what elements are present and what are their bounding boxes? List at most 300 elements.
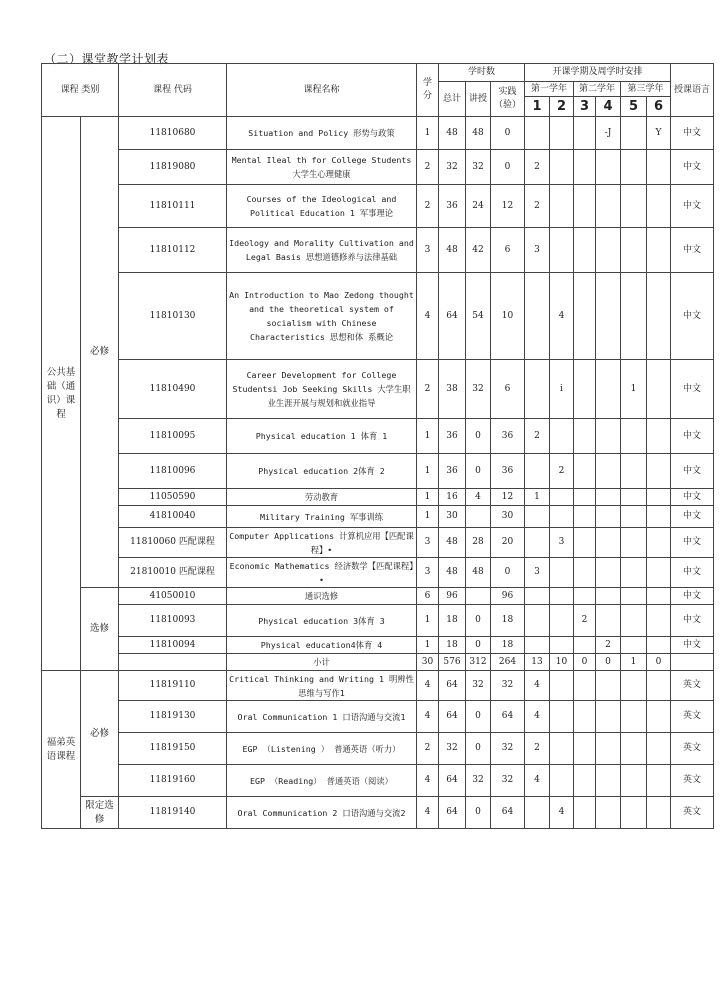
header-category: 课程 类别 xyxy=(42,64,119,117)
course-code: 11810680 xyxy=(119,117,227,150)
semester-3 xyxy=(574,797,596,829)
total-hours: 64 xyxy=(439,273,466,360)
header-language: 授课语言 xyxy=(671,64,714,117)
practice-hours: 32 xyxy=(491,765,525,797)
semester-3: 2 xyxy=(574,605,596,637)
semester-1 xyxy=(525,637,550,654)
semester-3 xyxy=(574,558,596,588)
semester-2 xyxy=(550,701,574,733)
credit: 3 xyxy=(417,528,439,558)
semester-5 xyxy=(621,419,647,454)
semester-4 xyxy=(596,671,621,701)
header-semester-2: 2 xyxy=(550,97,574,117)
semester-2 xyxy=(550,733,574,765)
credit: 3 xyxy=(417,558,439,588)
header-practice: 实践（验） xyxy=(491,82,525,117)
total-hours: 64 xyxy=(439,671,466,701)
table-row xyxy=(42,671,714,701)
semester-3 xyxy=(574,733,596,765)
language: 英文 xyxy=(671,701,714,733)
lecture-hours: 0 xyxy=(466,797,491,829)
language: 中文 xyxy=(671,588,714,605)
semester-4 xyxy=(596,605,621,637)
semester-2 xyxy=(550,506,574,528)
practice-hours: 96 xyxy=(491,588,525,605)
semester-3 xyxy=(574,765,596,797)
semester-5 xyxy=(621,228,647,273)
total-hours: 48 xyxy=(439,117,466,150)
practice-hours: 6 xyxy=(491,360,525,419)
lecture-hours: 24 xyxy=(466,185,491,228)
header-code: 课程 代码 xyxy=(119,64,227,117)
semester-2 xyxy=(550,419,574,454)
semester-1: 4 xyxy=(525,765,550,797)
credit: 2 xyxy=(417,185,439,228)
course-name: EGP （Listening ） 普通英语（听力） xyxy=(227,733,417,765)
language: 英文 xyxy=(671,765,714,797)
course-name: An Introduction to Mao Zedong thought and the theoretical system of socialism with Chinese Characteristics 思想和体 系概论 xyxy=(227,273,417,360)
lecture-hours: 28 xyxy=(466,528,491,558)
semester-2 xyxy=(550,588,574,605)
semester-6 xyxy=(647,150,671,185)
semester-1: 4 xyxy=(525,671,550,701)
total-hours: 48 xyxy=(439,558,466,588)
semester-1: 2 xyxy=(525,185,550,228)
semester-5 xyxy=(621,506,647,528)
subtotal-row xyxy=(42,654,714,671)
semester-1: 4 xyxy=(525,701,550,733)
lecture-hours: 0 xyxy=(466,733,491,765)
semester-4 xyxy=(596,185,621,228)
table-row xyxy=(42,528,714,558)
semester-2: 4 xyxy=(550,797,574,829)
semester-6 xyxy=(647,273,671,360)
semester-6 xyxy=(647,454,671,489)
semester-6 xyxy=(647,185,671,228)
semester-6 xyxy=(647,506,671,528)
practice-hours: 10 xyxy=(491,273,525,360)
credit: 1 xyxy=(417,489,439,506)
course-name: Physical education4体育 4 xyxy=(227,637,417,654)
practice-hours: 32 xyxy=(491,733,525,765)
header-year-1: 第一学年 xyxy=(525,82,574,97)
table-row xyxy=(42,797,714,829)
semester-2: 2 xyxy=(550,454,574,489)
course-name: Oral Communication 2 口语沟通与交流2 xyxy=(227,797,417,829)
table-row xyxy=(42,489,714,506)
lecture-hours: 0 xyxy=(466,419,491,454)
credit: 4 xyxy=(417,273,439,360)
semester-1 xyxy=(525,605,550,637)
lecture-hours: 0 xyxy=(466,454,491,489)
lecture-hours xyxy=(466,588,491,605)
course-code: 11810060 匹配课程 xyxy=(119,528,227,558)
language: 中文 xyxy=(671,273,714,360)
semester-5 xyxy=(621,150,647,185)
credit: 3 xyxy=(417,228,439,273)
practice-hours: 64 xyxy=(491,797,525,829)
credit: 2 xyxy=(417,360,439,419)
semester-3 xyxy=(574,506,596,528)
semester-6 xyxy=(647,637,671,654)
semester-1 xyxy=(525,528,550,558)
language: 中文 xyxy=(671,419,714,454)
language: 英文 xyxy=(671,671,714,701)
course-name: 小计 xyxy=(227,654,417,671)
course-code xyxy=(119,654,227,671)
semester-5 xyxy=(621,273,647,360)
header-semester-3: 3 xyxy=(574,97,596,117)
semester-5 xyxy=(621,605,647,637)
semester-3 xyxy=(574,701,596,733)
semester-5 xyxy=(621,528,647,558)
credit: 4 xyxy=(417,671,439,701)
subcategory-elective: 选修 xyxy=(81,588,119,671)
total-hours: 18 xyxy=(439,637,466,654)
semester-3 xyxy=(574,671,596,701)
lecture-hours: 54 xyxy=(466,273,491,360)
table-row xyxy=(42,558,714,588)
course-name: Ideology and Morality Cultivation and Legal Basis 思想道德修养与法律基础 xyxy=(227,228,417,273)
semester-5 xyxy=(621,765,647,797)
header-schedule-group: 开课学期及周学时安排 xyxy=(525,64,671,82)
semester-5 xyxy=(621,701,647,733)
course-code: 21810010 匹配课程 xyxy=(119,558,227,588)
semester-4: 0 xyxy=(596,654,621,671)
total-hours: 96 xyxy=(439,588,466,605)
semester-1: 2 xyxy=(525,419,550,454)
credit: 1 xyxy=(417,419,439,454)
credit: 1 xyxy=(417,506,439,528)
language: 中文 xyxy=(671,454,714,489)
semester-5 xyxy=(621,733,647,765)
credit: 6 xyxy=(417,588,439,605)
semester-6 xyxy=(647,765,671,797)
semester-5 xyxy=(621,454,647,489)
semester-4 xyxy=(596,701,621,733)
semester-3 xyxy=(574,637,596,654)
course-name: 劳动教育 xyxy=(227,489,417,506)
course-name: Military Training 军事训练 xyxy=(227,506,417,528)
total-hours: 32 xyxy=(439,150,466,185)
semester-6 xyxy=(647,605,671,637)
table-row xyxy=(42,637,714,654)
table-row xyxy=(42,765,714,797)
semester-6 xyxy=(647,528,671,558)
total-hours: 38 xyxy=(439,360,466,419)
total-hours: 64 xyxy=(439,701,466,733)
course-name: Physical education 1 体育 1 xyxy=(227,419,417,454)
header-semester-4: 4 xyxy=(596,97,621,117)
semester-1 xyxy=(525,506,550,528)
semester-5 xyxy=(621,489,647,506)
semester-5 xyxy=(621,588,647,605)
semester-1: 1 xyxy=(525,489,550,506)
lecture-hours: 48 xyxy=(466,558,491,588)
semester-6: Y xyxy=(647,117,671,150)
language: 中文 xyxy=(671,360,714,419)
practice-hours: 36 xyxy=(491,454,525,489)
course-code: 11819150 xyxy=(119,733,227,765)
practice-hours: 0 xyxy=(491,117,525,150)
course-code: 11810093 xyxy=(119,605,227,637)
total-hours: 36 xyxy=(439,419,466,454)
language: 中文 xyxy=(671,605,714,637)
semester-1 xyxy=(525,454,550,489)
practice-hours: 264 xyxy=(491,654,525,671)
lecture-hours: 48 xyxy=(466,117,491,150)
semester-2 xyxy=(550,671,574,701)
table-row xyxy=(42,605,714,637)
course-code: 11050590 xyxy=(119,489,227,506)
semester-2 xyxy=(550,605,574,637)
semester-2: 10 xyxy=(550,654,574,671)
semester-5: 1 xyxy=(621,360,647,419)
total-hours: 64 xyxy=(439,765,466,797)
course-code: 11819140 xyxy=(119,797,227,829)
semester-3 xyxy=(574,588,596,605)
total-hours: 576 xyxy=(439,654,466,671)
semester-6 xyxy=(647,588,671,605)
semester-4 xyxy=(596,360,621,419)
semester-2 xyxy=(550,150,574,185)
semester-2 xyxy=(550,637,574,654)
semester-1: 2 xyxy=(525,150,550,185)
total-hours: 30 xyxy=(439,506,466,528)
header-total: 总计 xyxy=(439,82,466,117)
course-name: Oral Communication 1 口语沟通与交流1 xyxy=(227,701,417,733)
subcategory-required-english: 必修 xyxy=(81,671,119,797)
course-code: 11810095 xyxy=(119,419,227,454)
credit: 30 xyxy=(417,654,439,671)
semester-6 xyxy=(647,701,671,733)
semester-6 xyxy=(647,360,671,419)
semester-5 xyxy=(621,185,647,228)
course-code: 11819080 xyxy=(119,150,227,185)
semester-1 xyxy=(525,797,550,829)
lecture-hours: 32 xyxy=(466,150,491,185)
semester-1: 2 xyxy=(525,733,550,765)
course-code: 41810040 xyxy=(119,506,227,528)
semester-5: 1 xyxy=(621,654,647,671)
course-name: Economic Mathematics 经济数学【匹配课程】• xyxy=(227,558,417,588)
semester-4 xyxy=(596,454,621,489)
semester-4 xyxy=(596,733,621,765)
total-hours: 48 xyxy=(439,228,466,273)
semester-1 xyxy=(525,273,550,360)
header-year-3: 第三学年 xyxy=(621,82,671,97)
semester-6: 0 xyxy=(647,654,671,671)
practice-hours: 18 xyxy=(491,637,525,654)
header-credit: 学分 xyxy=(417,64,439,117)
practice-hours: 12 xyxy=(491,489,525,506)
lecture-hours: 0 xyxy=(466,701,491,733)
lecture-hours: 32 xyxy=(466,360,491,419)
language: 中文 xyxy=(671,637,714,654)
semester-3 xyxy=(574,117,596,150)
practice-hours: 32 xyxy=(491,671,525,701)
language xyxy=(671,654,714,671)
semester-3 xyxy=(574,360,596,419)
credit: 2 xyxy=(417,150,439,185)
semester-3 xyxy=(574,454,596,489)
course-code: 11810111 xyxy=(119,185,227,228)
semester-4: 2 xyxy=(596,637,621,654)
table-row xyxy=(42,228,714,273)
semester-3 xyxy=(574,419,596,454)
semester-4 xyxy=(596,765,621,797)
semester-4: -J xyxy=(596,117,621,150)
header-semester-1: 1 xyxy=(525,97,550,117)
course-code: 11819160 xyxy=(119,765,227,797)
semester-2 xyxy=(550,185,574,228)
semester-3 xyxy=(574,528,596,558)
practice-hours: 30 xyxy=(491,506,525,528)
practice-hours: 36 xyxy=(491,419,525,454)
course-code: 11810490 xyxy=(119,360,227,419)
header-lecture: 讲授 xyxy=(466,82,491,117)
semester-3 xyxy=(574,185,596,228)
language: 英文 xyxy=(671,733,714,765)
course-plan-table xyxy=(41,63,714,829)
course-code: 11810094 xyxy=(119,637,227,654)
subcategory-limited-elective: 限定选修 xyxy=(81,797,119,829)
semester-6 xyxy=(647,797,671,829)
credit: 4 xyxy=(417,797,439,829)
course-name: EGP （Reading） 普通英语（阅读） xyxy=(227,765,417,797)
credit: 4 xyxy=(417,765,439,797)
semester-2 xyxy=(550,558,574,588)
semester-1: 13 xyxy=(525,654,550,671)
semester-5 xyxy=(621,117,647,150)
table-row xyxy=(42,419,714,454)
language: 中文 xyxy=(671,150,714,185)
category-public-basic: 公共基础（通识）课程 xyxy=(42,117,81,671)
semester-6 xyxy=(647,489,671,506)
course-name: Critical Thinking and Writing 1 明辨性思维与写作1 xyxy=(227,671,417,701)
lecture-hours: 42 xyxy=(466,228,491,273)
credit: 1 xyxy=(417,117,439,150)
total-hours: 64 xyxy=(439,797,466,829)
header-year-2: 第二学年 xyxy=(574,82,621,97)
course-code: 11810112 xyxy=(119,228,227,273)
semester-4 xyxy=(596,489,621,506)
semester-3 xyxy=(574,489,596,506)
semester-2 xyxy=(550,489,574,506)
language: 中文 xyxy=(671,506,714,528)
credit: 2 xyxy=(417,733,439,765)
language: 中文 xyxy=(671,558,714,588)
semester-4 xyxy=(596,150,621,185)
header-semester-5: 5 xyxy=(621,97,647,117)
category-fudi-english: 福弟英语课程 xyxy=(42,671,81,829)
lecture-hours: 0 xyxy=(466,605,491,637)
course-code: 11819130 xyxy=(119,701,227,733)
total-hours: 48 xyxy=(439,528,466,558)
course-name: Mental Ileal th for College Students 大学生心理健康 xyxy=(227,150,417,185)
table-row xyxy=(42,273,714,360)
table-row xyxy=(42,150,714,185)
lecture-hours: 32 xyxy=(466,765,491,797)
course-name: Physical education 2体育 2 xyxy=(227,454,417,489)
course-name: Computer Applications 计算机应用【匹配课程】• xyxy=(227,528,417,558)
language: 中文 xyxy=(671,528,714,558)
table-row xyxy=(42,185,714,228)
table-row xyxy=(42,360,714,419)
semester-1 xyxy=(525,117,550,150)
course-code: 11819110 xyxy=(119,671,227,701)
credit: 4 xyxy=(417,701,439,733)
practice-hours: 20 xyxy=(491,528,525,558)
section-title: （二）课堂教学计划表 xyxy=(44,52,170,66)
semester-5 xyxy=(621,797,647,829)
practice-hours: 0 xyxy=(491,150,525,185)
total-hours: 18 xyxy=(439,605,466,637)
course-name: 通识选修 xyxy=(227,588,417,605)
semester-4 xyxy=(596,797,621,829)
semester-5 xyxy=(621,558,647,588)
credit: 1 xyxy=(417,637,439,654)
semester-6 xyxy=(647,228,671,273)
practice-hours: 12 xyxy=(491,185,525,228)
course-name: Career Development for College Studentsi Job Seeking Skills 大学生职业生涯开展与规划和就业指导 xyxy=(227,360,417,419)
semester-2: 4 xyxy=(550,273,574,360)
header-semester-6: 6 xyxy=(647,97,671,117)
semester-6 xyxy=(647,671,671,701)
practice-hours: 18 xyxy=(491,605,525,637)
semester-4 xyxy=(596,228,621,273)
practice-hours: 64 xyxy=(491,701,525,733)
table-row xyxy=(42,701,714,733)
total-hours: 16 xyxy=(439,489,466,506)
credit: 1 xyxy=(417,605,439,637)
semester-2 xyxy=(550,117,574,150)
semester-6 xyxy=(647,733,671,765)
semester-4 xyxy=(596,588,621,605)
language: 中文 xyxy=(671,117,714,150)
semester-4 xyxy=(596,506,621,528)
language: 中文 xyxy=(671,489,714,506)
lecture-hours xyxy=(466,506,491,528)
semester-3 xyxy=(574,150,596,185)
total-hours: 32 xyxy=(439,733,466,765)
semester-4 xyxy=(596,273,621,360)
table-row xyxy=(42,117,714,150)
semester-1: 3 xyxy=(525,558,550,588)
header-name: 课程名称 xyxy=(227,64,417,117)
practice-hours: 6 xyxy=(491,228,525,273)
semester-3: 0 xyxy=(574,654,596,671)
header-hours-group: 学时数 xyxy=(439,64,525,82)
course-code: 11810130 xyxy=(119,273,227,360)
semester-3 xyxy=(574,228,596,273)
semester-1 xyxy=(525,360,550,419)
credit: 1 xyxy=(417,454,439,489)
semester-5 xyxy=(621,671,647,701)
lecture-hours: 312 xyxy=(466,654,491,671)
semester-2: i xyxy=(550,360,574,419)
table-row xyxy=(42,733,714,765)
table-row xyxy=(42,454,714,489)
semester-1 xyxy=(525,588,550,605)
subcategory-required: 必修 xyxy=(81,117,119,588)
semester-4 xyxy=(596,528,621,558)
semester-4 xyxy=(596,419,621,454)
semester-2 xyxy=(550,228,574,273)
table-row xyxy=(42,506,714,528)
practice-hours: 0 xyxy=(491,558,525,588)
course-code: 11810096 xyxy=(119,454,227,489)
